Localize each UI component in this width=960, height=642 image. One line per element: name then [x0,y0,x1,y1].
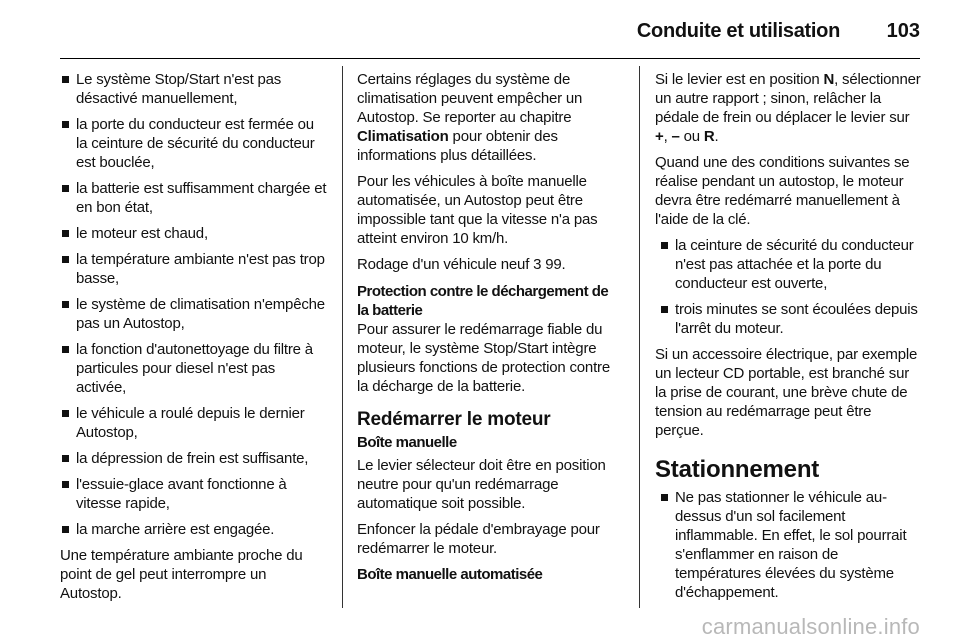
list-item: trois minutes se sont écoulées depuis l'arrêt du moteur. [659,300,923,338]
parking-list [659,488,923,602]
list-item: la ceinture de sécurité du conducteur n'est pas attachée et la porte du conducteur est ouverte, [659,236,923,293]
list-item: le moteur est chaud, [60,224,328,243]
section-heading: Stationnement [655,456,820,483]
list-item: l'essuie-glace avant fonctionne à vitesse rapide, [60,475,328,513]
page-header [60,18,920,59]
list-item: la température ambiante n'est pas trop basse, [60,250,328,288]
paragraph: Certains réglages du système de climatisation peuvent empêcher un Autostop. Se reporter au chapitre Climatisation pour obtenir des informations plus détaillées. [357,71,583,164]
page-reference-icon: 3 [533,256,542,273]
conditions-list [659,236,923,338]
paragraph: Enfoncer la pédale d'embrayage pour redémarrer le moteur. [357,521,600,557]
paragraph: Pour les véhicules à boîte manuelle automatisée, un Autostop peut être impossible tant que la vitesse n'a pas atteint environ 10 km/h. [357,173,598,247]
list-item: le véhicule a roulé depuis le dernier Autostop, [60,404,328,442]
list-item: la marche arrière est engagée. [60,520,328,539]
paragraph: Si un accessoire électrique, par exemple un lecteur CD portable, est branché sur la prise de courant, une brève chute de tension au redémarrage peut être perçue. [655,346,918,439]
column-divider [639,66,640,608]
column-2 [357,70,623,584]
list-item: la dépression de frein est suffisante, [60,449,328,468]
paragraph: Si le levier est en position N, sélectionner un autre rapport ; sinon, relâcher la pédale de frein ou déplacer le levier sur +, – ou R. [655,71,921,145]
column-divider [342,66,343,608]
subheading: Boîte manuelle automatisée [357,566,543,583]
chapter-reference: Climatisation [357,128,449,145]
column-3 [655,70,923,609]
section-title: Conduite et utilisation [636,20,840,42]
paragraph: Quand une des conditions suivantes se réalise pendant un autostop, le moteur devra être redémarré manuellement à l'aide de la clé. [655,154,910,228]
conditions-list [60,70,328,539]
list-item: la batterie est suffisamment chargée et en bon état, [60,179,328,217]
subheading: Protection contre le déchargement de la batterie [357,283,609,319]
section-heading: Redémarrer le moteur [357,409,551,430]
page-number: 103 [886,20,920,42]
list-item: la porte du conducteur est fermée ou la ceinture de sécurité du conducteur est bouclée, [60,115,328,172]
paragraph: Une température ambiante proche du point de gel peut interrompre un Autostop. [60,547,303,602]
paragraph: Rodage d'un véhicule neuf 3 99. [357,256,566,273]
subheading: Boîte manuelle [357,434,457,451]
list-item: Le système Stop/Start n'est pas désactivé manuellement, [60,70,328,108]
paragraph: Pour assurer le redémarrage fiable du moteur, le système Stop/Start intègre plusieurs fonctions de protection contre la décharge de la batterie. [357,321,610,395]
column-1 [60,70,328,610]
paragraph: Le levier sélecteur doit être en position neutre pour qu'un redémarrage automatique soit possible. [357,457,606,512]
list-item: Ne pas stationner le véhicule au-dessus d'un sol facilement inflammable. En effet, le sol pourrait s'enflammer en raison de températures élevées du système d'échappement. [659,488,923,602]
list-item: la fonction d'autonettoyage du filtre à particules pour diesel n'est pas activée, [60,340,328,397]
list-item: le système de climatisation n'empêche pas un Autostop, [60,295,328,333]
watermark: carmanualsonline.info [701,614,920,639]
